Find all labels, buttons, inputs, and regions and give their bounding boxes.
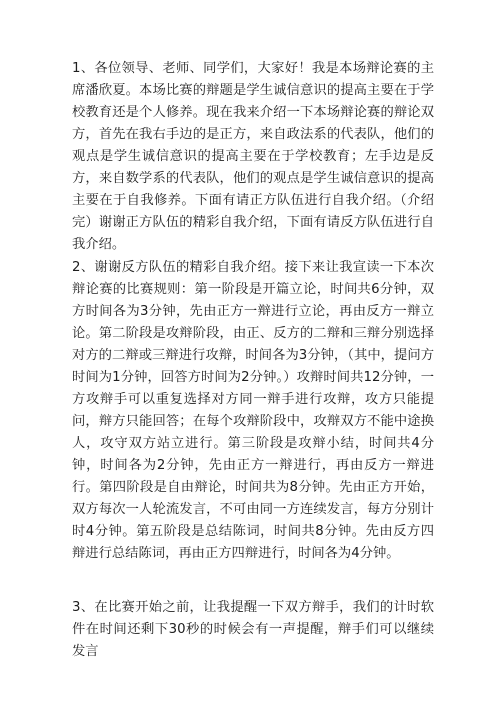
paragraph-1: 1、各位领导、老师、同学们，大家好！我是本场辩论赛的主席潘欣夏。本场比赛的辩题是学生诚信意识的提高主要在于学校教育还是个人修养。现在我来介绍一下本场辩论赛的辩论双方，首先在我右手边的是正方，来自政法系的代表队，他们的观点是学生诚信意识的提高主要在于学校教育；左手边是反方，来自数学系的代表队，他们的观点是学生诚信意识的提高主要在于自我修养。下面有请正方队伍进行自我介绍。（介绍完）谢谢正方队伍的精彩自我介绍，下面有请反方队伍进行自我介绍。 [72,61,434,252]
paragraph-3: 3、在比赛开始之前，让我提醒一下双方辩手，我们的计时软件在时间还剩下30秒的时候会有一声提醒，辩手们可以继续发言 [72,600,434,659]
paragraph-2: 2、谢谢反方队伍的精彩自我介绍。接下来让我宣读一下本次辩论赛的比赛规则：第一阶段是开篇立论，时间共6分钟，双方时间各为3分钟，先由正方一辩进行立论，再由反方一辩立论。第二阶段是攻辩阶段，由正、反方的二辩和三辩分别选择对方的二辩或三辩进行攻辩，时间各为3分钟，（其中，提问方时间为1分钟，回答方时间为2分钟。）攻辩时间共12分钟，一方攻辩手可以重复选择对方同一辩手进行攻辩，攻方只能提问，辩方只能回答；在每个攻辩阶段中，攻辩双方不能中途换人，攻守双方站立进行。第三阶段是攻辩小结，时间共4分钟，时间各为2分钟，先由正方一辩进行，再由反方一辩进行。第四阶段是自由辩论，时间共为8分钟。先由正方开始，双方每次一人轮流发言，不可由同一方连续发言，每方分别计时4分钟。第五阶段是总结陈词，时间共8分钟。先由反方四辩进行总结陈词，再由正方四辩进行，时间各为4分钟。 [72,260,434,561]
